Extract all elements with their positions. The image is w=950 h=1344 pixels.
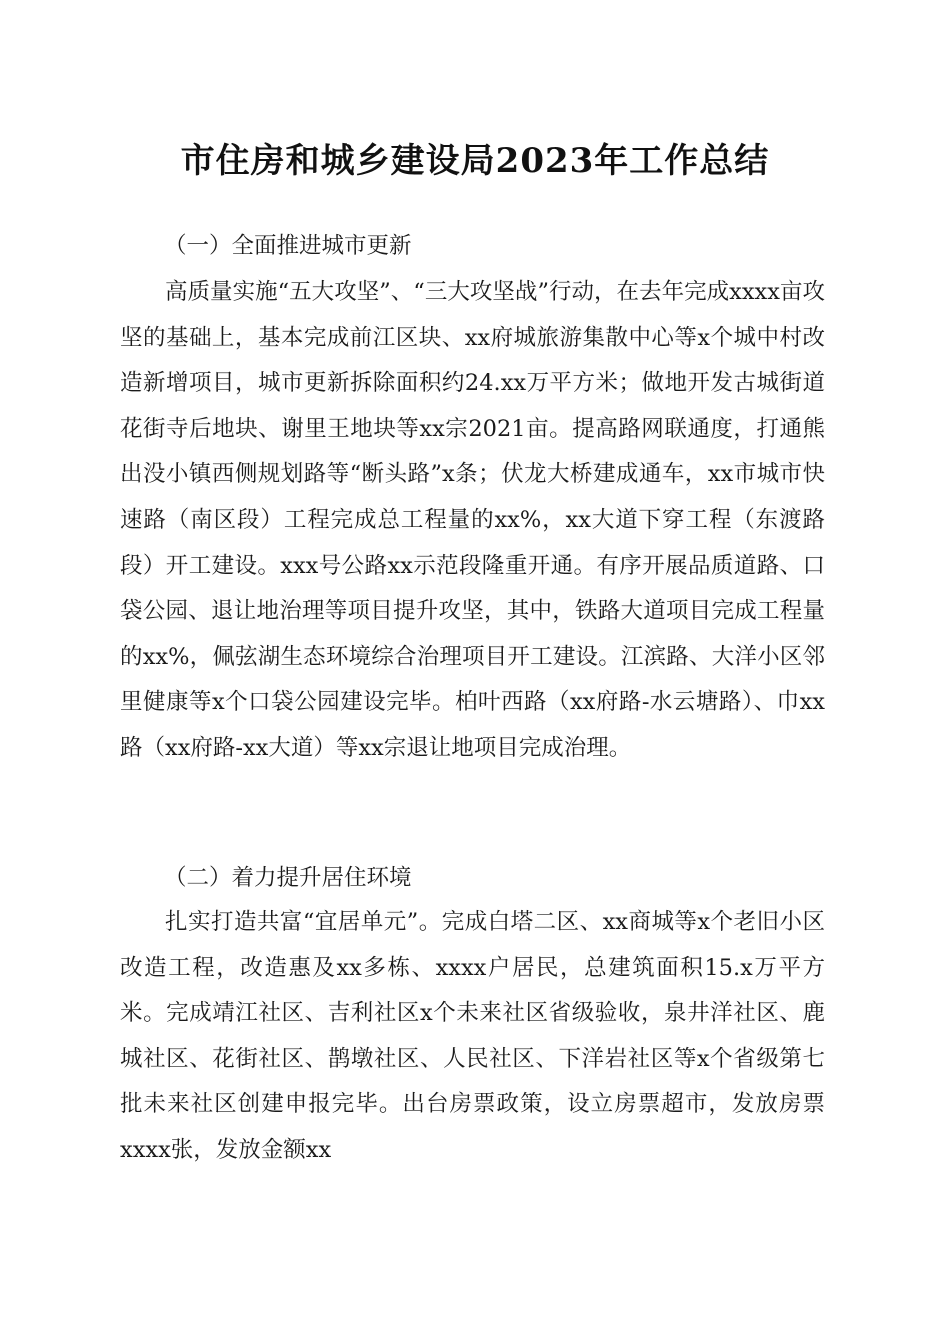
section-paragraph-2: 扎实打造共富“宜居单元”。完成白塔二区、xx商城等x个老旧小区改造工程，改造惠及xx多栋、xxxx户居民，总建筑面积15.x万平方米。完成靖江社区、吉利社区x个未来社区省级验收，泉井洋社区、鹿城社区、花街社区、鹊墩社区、人民社区、下洋岩社区等x个省级第七批未来社区创建申报完毕。出台房票政策，设立房票超市，发放房票xxxx张，发放金额xx <box>120 909 825 1163</box>
section-heading-2: （二）着力提升居住环境 <box>164 865 412 891</box>
section-paragraph-1: 高质量实施“五大攻坚”、“三大攻坚战”行动，在去年完成xxxx亩攻坚的基础上，基本完成前江区块、xx府城旅游集散中心等x个城中村改造新增项目，城市更新拆除面积约24.xx万平方米；做地开发古城街道花街寺后地块、谢里王地块等xx宗2021亩。提高路网联通度，打通熊出没小镇西侧规划路等“断头路”x条；伏龙大桥建成通车，xx市城市快速路（南区段）工程完成总工程量的xx%，xx大道下穿工程（东渡路段）开工建设。xxx号公路xx示范段隆重开通。有序开展品质道路、口袋公园、退让地治理等项目提升攻坚，其中，铁路大道项目完成工程量的xx%，佩弦湖生态环境综合治理项目开工建设。江滨路、大洋小区邻里健康等x个口袋公园建设完毕。柏叶西路（xx府路-水云塘路）、巾xx路（xx府路-xx大道）等xx宗退让地项目完成治理。 <box>120 279 825 761</box>
section-heading-1: （一）全面推进城市更新 <box>164 233 412 259</box>
document-title: 市住房和城乡建设局2023年工作总结 <box>180 141 770 181</box>
